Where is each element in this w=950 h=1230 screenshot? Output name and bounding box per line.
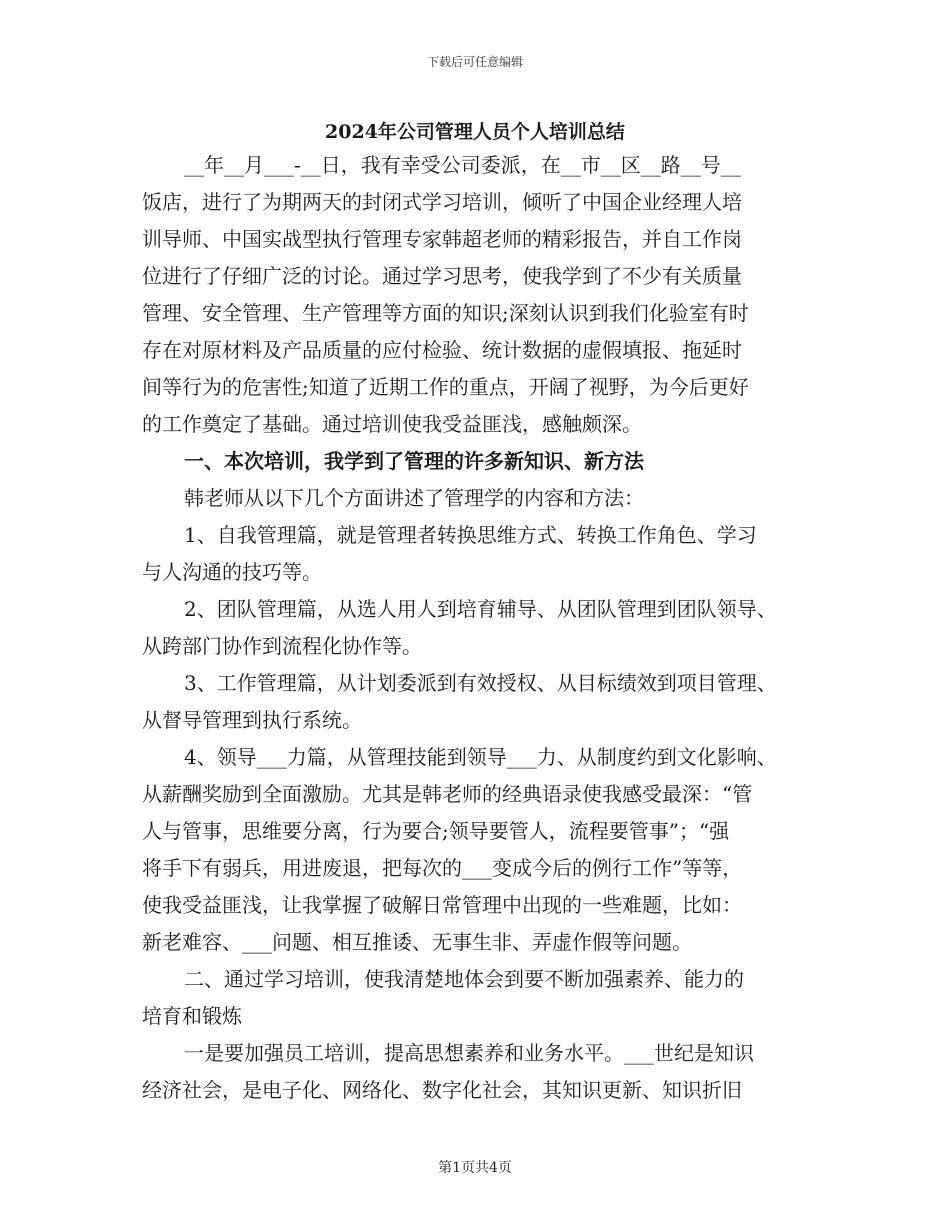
list-item-line: 3、工作管理篇，从计划委派到有效授权、从目标绩效到项目管理、 bbox=[184, 671, 777, 695]
paragraph-line: 韩老师从以下几个方面讲述了管理学的内容和方法： bbox=[184, 486, 644, 510]
section-heading: 二、通过学习培训，使我清楚地体会到要不断加强素养、能力的 bbox=[184, 967, 744, 991]
page-footer: 第1页共4页 bbox=[438, 1160, 512, 1176]
list-item-line: 2、团队管理篇，从选人用人到培育辅导、从团队管理到团队领导、 bbox=[184, 597, 777, 621]
paragraph-line: 训导师、中国实战型执行管理专家韩超老师的精彩报告，并自工作岗 bbox=[142, 227, 742, 251]
document-body bbox=[142, 147, 807, 1109]
paragraph-line: 间等行为的危害性;知道了近期工作的重点，开阔了视野，为今后更好 bbox=[142, 375, 749, 399]
paragraph-line: 的工作奠定了基础。通过培训使我受益匪浅，感触颇深。 bbox=[142, 412, 642, 436]
list-item-line: 从薪酬奖励到全面激励。尤其是韩老师的经典语录使我感受最深：“管 bbox=[142, 782, 753, 806]
list-item-line: 人与管事，思维要分离，行为要合;领导要管人，流程要管事”；“强 bbox=[142, 819, 730, 843]
paragraph-line: 管理、安全管理、生产管理等方面的知识;深刻认识到我们化验室有时 bbox=[142, 301, 749, 325]
paragraph-line: 饭店，进行了为期两天的封闭式学习培训，倾听了中国企业经理人培 bbox=[142, 190, 742, 214]
list-item-line: 从督导管理到执行系统。 bbox=[142, 708, 362, 732]
paragraph-line: 位进行了仔细广泛的讨论。通过学习思考，使我学到了不少有关质量 bbox=[142, 264, 742, 288]
list-item-line: 新老难容、___问题、相互推诿、无事生非、弄虚作假等问题。 bbox=[142, 930, 692, 954]
list-item-line: 从跨部门协作到流程化协作等。 bbox=[142, 634, 422, 658]
paragraph-line: __年__月___-__日，我有幸受公司委派，在__市__区__路__号__ bbox=[184, 153, 741, 177]
section-heading: 一、本次培训，我学到了管理的许多新知识、新方法 bbox=[184, 449, 644, 473]
list-item-line: 4、领导___力篇，从管理技能到领导___力、从制度约到文化影响、 bbox=[184, 745, 777, 769]
list-item-line: 与人沟通的技巧等。 bbox=[142, 560, 322, 584]
list-item-line: 使我受益匪浅，让我掌握了破解日常管理中出现的一些难题，比如： bbox=[142, 893, 742, 917]
list-item-line: 1、自我管理篇，就是管理者转换思维方式、转换工作角色、学习 bbox=[184, 523, 757, 547]
header-note: 下载后可任意编辑 bbox=[426, 55, 523, 69]
document-title: 2024年公司管理人员个人培训总结 bbox=[325, 121, 625, 143]
list-item-line: 将手下有弱兵，用进废退，把每次的___变成今后的例行工作”等等， bbox=[142, 856, 743, 880]
section-heading: 培育和锻炼 bbox=[142, 1004, 242, 1028]
paragraph-line: 存在对原材料及产品质量的应付检验、统计数据的虚假填报、拖延时 bbox=[142, 338, 742, 362]
paragraph-line: 经济社会，是电子化、网络化、数字化社会，其知识更新、知识折旧 bbox=[142, 1078, 742, 1102]
paragraph-line: 一是要加强员工培训，提高思想素养和业务水平。___世纪是知识 bbox=[184, 1041, 754, 1065]
